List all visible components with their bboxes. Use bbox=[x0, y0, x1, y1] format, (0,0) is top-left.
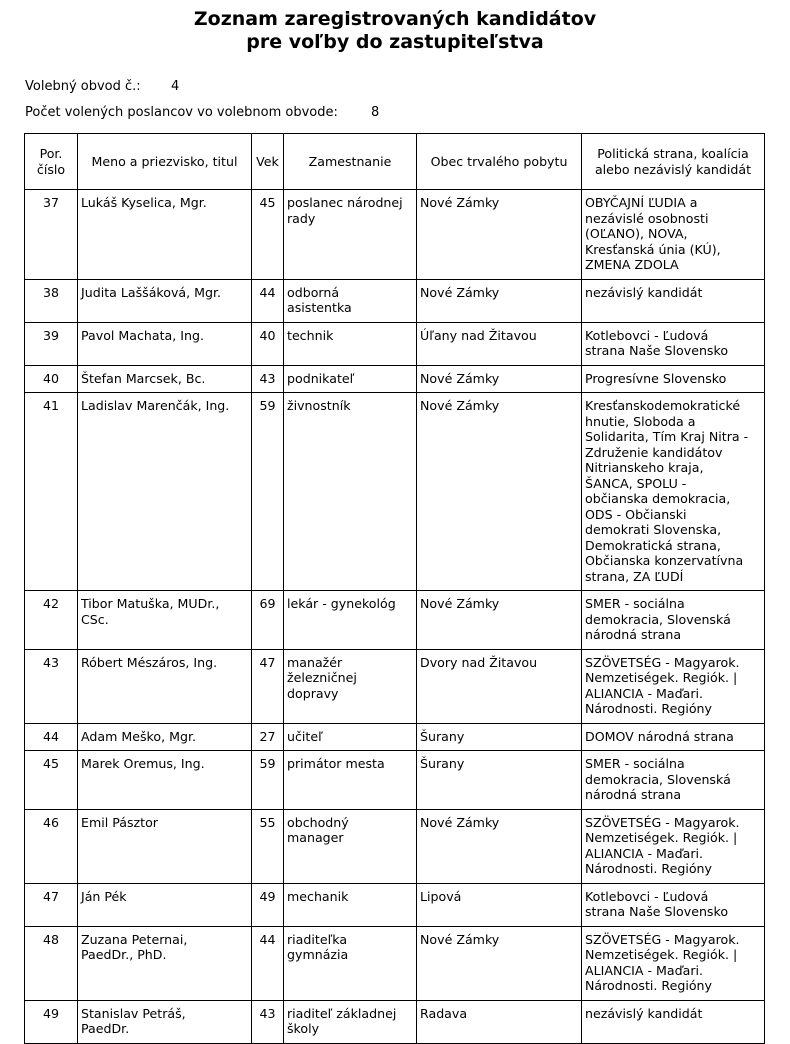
candidate-number: 44 bbox=[25, 723, 78, 751]
table-row bbox=[25, 751, 765, 810]
candidate-age: 69 bbox=[252, 591, 284, 650]
candidate-occupation: mechanik bbox=[284, 883, 417, 926]
table-row bbox=[25, 190, 765, 280]
table-row bbox=[25, 393, 765, 591]
candidate-name: Pavol Machata, Ing. bbox=[78, 322, 252, 365]
candidate-number: 41 bbox=[25, 393, 78, 591]
district-label: Volebný obvod č.: bbox=[25, 79, 141, 94]
title-line-2: pre voľby do zastupiteľstva bbox=[246, 31, 544, 53]
candidate-name: Štefan Marcsek, Bc. bbox=[78, 365, 252, 393]
candidate-name: Ján Pék bbox=[78, 883, 252, 926]
candidate-name: Lukáš Kyselica, Mgr. bbox=[78, 190, 252, 280]
candidate-name: Marek Oremus, Ing. bbox=[78, 751, 252, 810]
candidate-party: OBYČAJNÍ ĽUDIA a nezávislé osobnosti (OĽANO), NOVA, Kresťanská únia (KÚ), ZMENA ZDOLA bbox=[582, 190, 765, 280]
candidate-age: 43 bbox=[252, 1000, 284, 1043]
candidate-occupation: primátor mesta bbox=[284, 751, 417, 810]
candidate-town: Nové Zámky bbox=[417, 809, 582, 883]
candidate-occupation: riaditeľ základnej školy bbox=[284, 1000, 417, 1043]
candidate-town: Šurany bbox=[417, 723, 582, 751]
candidate-name: Emil Pásztor bbox=[78, 809, 252, 883]
candidate-occupation: odborná asistentka bbox=[284, 279, 417, 322]
seats-value: 8 bbox=[371, 105, 380, 120]
candidate-town: Nové Zámky bbox=[417, 591, 582, 650]
candidate-name: Judita Laššáková, Mgr. bbox=[78, 279, 252, 322]
candidate-name: Tibor Matuška, MUDr., CSc. bbox=[78, 591, 252, 650]
candidate-town: Lipová bbox=[417, 883, 582, 926]
candidate-party: SMER - sociálna demokracia, Slovenská národná strana bbox=[582, 591, 765, 650]
candidate-age: 45 bbox=[252, 190, 284, 280]
candidate-town: Nové Zámky bbox=[417, 279, 582, 322]
table-row bbox=[25, 649, 765, 723]
table-row bbox=[25, 1000, 765, 1043]
candidate-town: Nové Zámky bbox=[417, 926, 582, 1000]
candidate-party: Kotlebovci - Ľudová strana Naše Slovensko bbox=[582, 322, 765, 365]
district-value: 4 bbox=[171, 79, 180, 94]
seats-label: Počet volených poslancov vo volebnom obvode: bbox=[25, 105, 338, 120]
table-body bbox=[25, 190, 765, 1044]
candidate-party: SMER - sociálna demokracia, Slovenská národná strana bbox=[582, 751, 765, 810]
table-row bbox=[25, 883, 765, 926]
candidate-occupation: lekár - gynekológ bbox=[284, 591, 417, 650]
candidate-age: 55 bbox=[252, 809, 284, 883]
candidate-occupation: poslanec národnej rady bbox=[284, 190, 417, 280]
candidate-age: 47 bbox=[252, 649, 284, 723]
candidate-age: 40 bbox=[252, 322, 284, 365]
candidate-name: Róbert Mészáros, Ing. bbox=[78, 649, 252, 723]
candidate-number: 40 bbox=[25, 365, 78, 393]
table-row bbox=[25, 322, 765, 365]
candidate-town: Dvory nad Žitavou bbox=[417, 649, 582, 723]
candidate-age: 27 bbox=[252, 723, 284, 751]
seats-info bbox=[25, 105, 380, 121]
candidate-occupation: podnikateľ bbox=[284, 365, 417, 393]
candidate-name: Ladislav Marenčák, Ing. bbox=[78, 393, 252, 591]
candidate-age: 44 bbox=[252, 279, 284, 322]
candidate-number: 47 bbox=[25, 883, 78, 926]
candidate-party: Kotlebovci - Ľudová strana Naše Slovensko bbox=[582, 883, 765, 926]
title-line-1: Zoznam zaregistrovaných kandidátov bbox=[193, 8, 597, 30]
candidate-number: 42 bbox=[25, 591, 78, 650]
candidate-number: 43 bbox=[25, 649, 78, 723]
candidate-party: SZÖVETSÉG - Magyarok. Nemzetiségek. Regiók. | ALIANCIA - Maďari. Národnosti. Regióny bbox=[582, 649, 765, 723]
candidate-age: 44 bbox=[252, 926, 284, 1000]
district-info bbox=[25, 79, 180, 95]
header-name: Meno a priezvisko, titul bbox=[78, 134, 252, 190]
candidate-occupation: učiteľ bbox=[284, 723, 417, 751]
candidate-occupation: obchodný manager bbox=[284, 809, 417, 883]
candidate-name: Adam Meško, Mgr. bbox=[78, 723, 252, 751]
candidate-party: Progresívne Slovensko bbox=[582, 365, 765, 393]
candidate-age: 59 bbox=[252, 751, 284, 810]
candidate-number: 37 bbox=[25, 190, 78, 280]
candidate-name: Stanislav Petráš, PaedDr. bbox=[78, 1000, 252, 1043]
candidate-number: 46 bbox=[25, 809, 78, 883]
candidate-town: Nové Zámky bbox=[417, 190, 582, 280]
table-row bbox=[25, 591, 765, 650]
candidate-party: nezávislý kandidát bbox=[582, 1000, 765, 1043]
candidate-name: Zuzana Peternai, PaedDr., PhD. bbox=[78, 926, 252, 1000]
candidate-party: Kresťanskodemokratické hnutie, Sloboda a Solidarita, Tím Kraj Nitra - Združenie kandidátov Nitrianskeho kraja, ŠANCA, SPOLU - občianska demokracia, ODS - Občianski demokrati Slovenska, Demokratická strana, Občianska konzervatívna strana, ZA ĽUDÍ bbox=[582, 393, 765, 591]
candidate-number: 49 bbox=[25, 1000, 78, 1043]
candidate-age: 49 bbox=[252, 883, 284, 926]
candidate-party: SZÖVETSÉG - Magyarok. Nemzetiségek. Regiók. | ALIANCIA - Maďari. Národnosti. Regióny bbox=[582, 809, 765, 883]
candidate-occupation: živnostník bbox=[284, 393, 417, 591]
candidate-number: 38 bbox=[25, 279, 78, 322]
candidate-occupation: technik bbox=[284, 322, 417, 365]
candidate-age: 43 bbox=[252, 365, 284, 393]
header-town: Obec trvalého pobytu bbox=[417, 134, 582, 190]
candidate-town: Šurany bbox=[417, 751, 582, 810]
header-occupation: Zamestnanie bbox=[284, 134, 417, 190]
table-header-row bbox=[25, 134, 765, 190]
candidates-table bbox=[24, 133, 765, 1044]
candidate-occupation: manažér železničnej dopravy bbox=[284, 649, 417, 723]
table-row bbox=[25, 365, 765, 393]
candidate-town: Nové Zámky bbox=[417, 393, 582, 591]
candidate-occupation: riaditeľka gymnázia bbox=[284, 926, 417, 1000]
header-number: Por. číslo bbox=[25, 134, 78, 190]
document-title bbox=[0, 8, 790, 54]
candidate-number: 45 bbox=[25, 751, 78, 810]
table-row bbox=[25, 926, 765, 1000]
header-party: Politická strana, koalícia alebo nezávislý kandidát bbox=[582, 134, 765, 190]
candidate-town: Úľany nad Žitavou bbox=[417, 322, 582, 365]
candidate-number: 48 bbox=[25, 926, 78, 1000]
candidate-party: DOMOV národná strana bbox=[582, 723, 765, 751]
candidate-town: Nové Zámky bbox=[417, 365, 582, 393]
candidate-number: 39 bbox=[25, 322, 78, 365]
table-row bbox=[25, 723, 765, 751]
candidate-town: Radava bbox=[417, 1000, 582, 1043]
header-age: Vek bbox=[252, 134, 284, 190]
candidate-party: SZÖVETSÉG - Magyarok. Nemzetiségek. Regiók. | ALIANCIA - Maďari. Národnosti. Regióny bbox=[582, 926, 765, 1000]
table-row bbox=[25, 279, 765, 322]
candidate-party: nezávislý kandidát bbox=[582, 279, 765, 322]
candidate-age: 59 bbox=[252, 393, 284, 591]
table-row bbox=[25, 809, 765, 883]
